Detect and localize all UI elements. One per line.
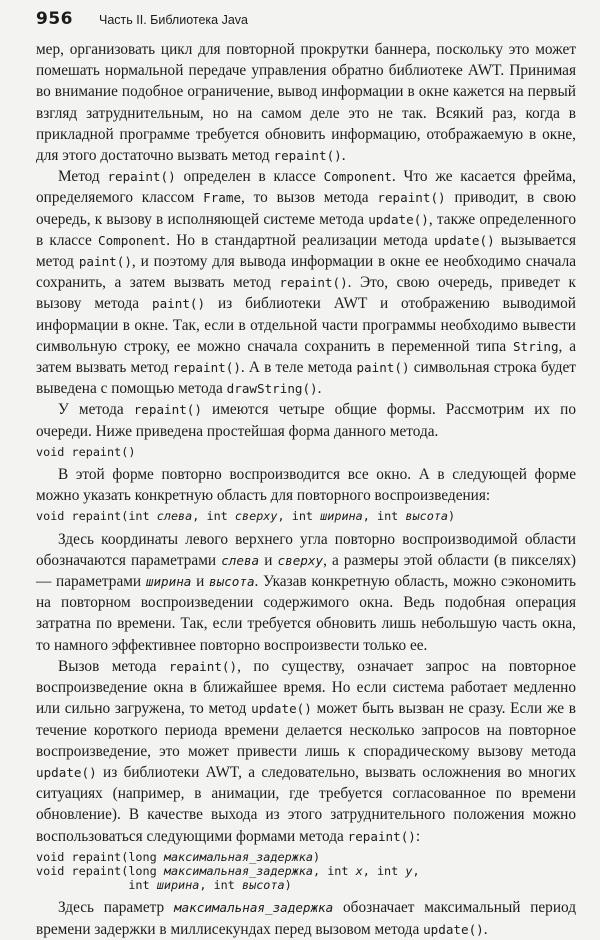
paragraph-4: В этой форме повторно воспроизводится все окно. А в следующей форме можно указать конкретную область для повторного воспроизведения: bbox=[36, 466, 576, 505]
paragraph-5: Здесь координаты левого верхнего угла повторно воспроизводимой области обозначаются параметрами слева и сверху, а размеры этой области (в пикселях) — параметрами ширина и высота. Указав конкретную область, можно сэкономить на повторном воспроизведении содержимого окна. Ведь подобная операция затратна по времени. Так, если требуется обновить лишь небольшую часть окна, то намного эффективнее повторно воспроизвести только ее. bbox=[36, 530, 576, 654]
paragraph-2: Метод repaint() определен в классе Component. Что же касается фрейма, определяемого классом Frame, то вызов метода repaint() приводит, в свою очередь, к вызову в исполняющей системе метода update(), также определенного в классе Component. Но в стандартной реализации метода update() вызывается метод paint(), и поэтому для вывода информации в окне ее необходимо сначала сохранить, а затем вызвать метод repaint(). Это, свою очередь, приведет к вызову метода paint() из библиотеки AWT и отображению выводимой информации в окне. Так, если в отдельной части программы необходимо вывести символьную строку, ее можно сначала сохранить в переменной типа String, а затем вызвать метод repaint(). А в теле метода paint() символьная строка будет выведена с помощью метода drawString(). bbox=[36, 168, 576, 398]
paragraph-6: Вызов метода repaint(), по существу, означает запрос на повторное воспроизведение окна в ближайшее время. Но если система работает медленно или сильно загружена, то метод update() может быть вызван не сразу. Если же в течение короткого периода времени делается несколько запросов на повторное воспроизведение, это может привести лишь к спорадическому вызову метода update() из библиотеки AWT, а следовательно, вызвать осложнения во многих ситуациях (например, в анимации, где требуется согласованное по времени обновление). В качестве выхода из этого затруднительного положения можно воспользоваться следующими формами метода repaint(): bbox=[36, 657, 576, 845]
paragraph-7: Здесь параметр максимальная_задержка обозначает максимальный период времени задержки в миллисекундах перед вызовом метода update(). bbox=[36, 899, 576, 938]
code-repaint-area: void repaint(int слева, int сверху, int ширина, int высота) bbox=[36, 509, 456, 524]
running-title: Часть II. Библиотека Java bbox=[99, 13, 248, 27]
paragraph-1: мер, организовать цикл для повторной прокрутки баннера, поскольку это может помешать нормальной передаче управления обратно библиотеке AWT. Принимая во внимание подобное ограничение, вывод информации в окне кажется на первый взгляд затруднительным, но на самом деле это не так. Всякий раз, когда в прикладной программе требуется обновить информацию, отображаемую в окне, для этого достаточно вызвать метод repaint(). bbox=[36, 41, 576, 165]
code-repaint-simple: void repaint() bbox=[36, 444, 136, 459]
page-number: 956 bbox=[36, 9, 73, 29]
page-body bbox=[36, 39, 576, 940]
running-header bbox=[36, 9, 248, 31]
paragraph-3: У метода repaint() имеются четыре общие формы. Рассмотрим их по очереди. Ниже приведена простейшая форма данного метода. bbox=[36, 401, 576, 440]
code-repaint-delay: void repaint(long максимальная_задержка) void repaint(long максимальная_задержка, int x, int y, int ширина, int высота) bbox=[36, 849, 420, 893]
